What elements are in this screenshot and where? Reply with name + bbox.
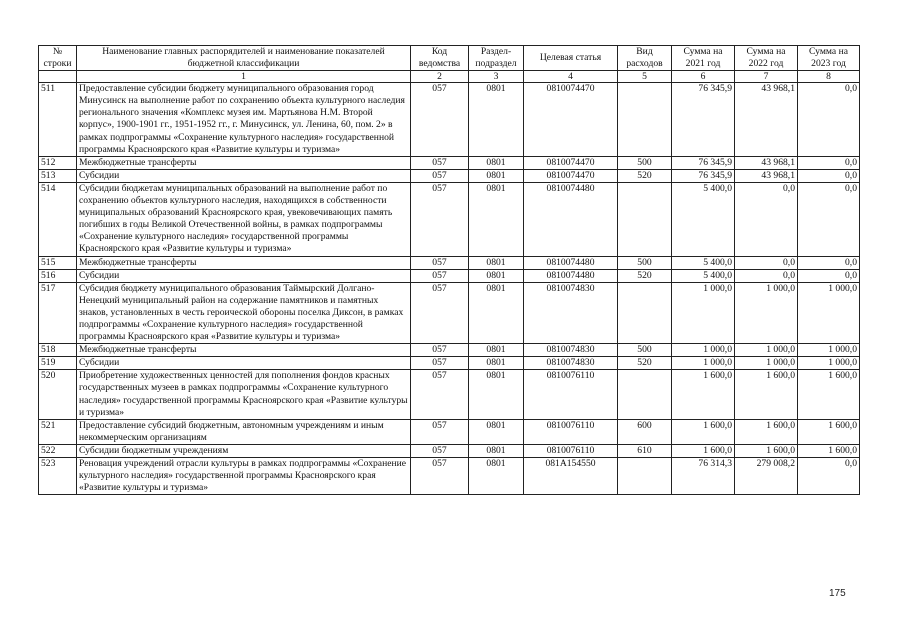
row-expense-type [618,182,672,256]
row-sum-2021: 5 400,0 [672,269,735,282]
row-target-item: 081A154550 [524,458,618,495]
row-sum-2022: 43 968,1 [735,83,798,157]
row-sum-2021: 76 314,3 [672,458,735,495]
row-section: 0801 [469,169,524,182]
column-number: 8 [798,71,860,83]
row-sum-2021: 76 345,9 [672,83,735,157]
row-target-item: 0810074470 [524,169,618,182]
header-sum-2022: Сумма на 2022 год [735,46,798,71]
row-expense-type [618,282,672,343]
row-expense-type: 500 [618,256,672,269]
row-section: 0801 [469,458,524,495]
row-sum-2023: 1 000,0 [798,282,860,343]
row-number: 521 [39,419,77,444]
row-section: 0801 [469,256,524,269]
header-section: Раздел-подраздел [469,46,524,71]
table-row [39,444,860,457]
row-number: 516 [39,269,77,282]
row-name: Субсидии [77,269,411,282]
row-name: Субсидии бюджетным учреждениям [77,444,411,457]
row-expense-type: 520 [618,169,672,182]
table-row [39,256,860,269]
row-section: 0801 [469,370,524,419]
row-department-code: 057 [411,182,469,256]
header-row-number: № строки [39,46,77,71]
row-number: 512 [39,156,77,169]
row-target-item: 0810076110 [524,419,618,444]
row-name: Субсидия бюджету муниципального образования Таймырский Долгано-Ненецкий муниципальный район на содержание памятников и памятных знаков, установленных в честь героической обороны поселка Диксон, в рамках подпрограммы «Сохранение культурного наследия» государственной программы Красноярского края «Развитие культуры и туризма» [77,282,411,343]
row-sum-2021: 1 000,0 [672,282,735,343]
table-body [39,83,860,495]
row-sum-2021: 1 600,0 [672,370,735,419]
table-row [39,357,860,370]
row-number: 515 [39,256,77,269]
row-expense-type: 500 [618,156,672,169]
header-target-item: Целевая статья [524,46,618,71]
row-sum-2022: 0,0 [735,256,798,269]
row-sum-2023: 1 000,0 [798,344,860,357]
column-number [39,71,77,83]
row-sum-2022: 43 968,1 [735,169,798,182]
row-department-code: 057 [411,269,469,282]
row-department-code: 057 [411,156,469,169]
column-number: 7 [735,71,798,83]
row-sum-2021: 5 400,0 [672,256,735,269]
row-sum-2023: 1 600,0 [798,370,860,419]
row-department-code: 057 [411,83,469,157]
table-row [39,419,860,444]
table-header [39,46,860,83]
row-target-item: 0810076110 [524,370,618,419]
row-name: Межбюджетные трансферты [77,256,411,269]
row-sum-2022: 43 968,1 [735,156,798,169]
row-sum-2021: 76 345,9 [672,169,735,182]
row-expense-type [618,458,672,495]
row-sum-2021: 1 000,0 [672,344,735,357]
row-sum-2023: 0,0 [798,83,860,157]
row-name: Предоставление субсидии бюджету муниципального образования город Минусинск на выполнение работ по сохранению объекта культурного наследия регионального значения «Комплекс музея им. Мартьянова Н.М. Второй корпус», 1900-1901 гг., 1951-1952 гг., г. Минусинск, ул. Ленина, 60, пом. 2» в рамках подпрограммы «Сохранение культурного наследия» государственной программы Красноярского края «Развитие культуры и туризма» [77,83,411,157]
row-target-item: 0810074830 [524,357,618,370]
row-section: 0801 [469,282,524,343]
row-expense-type: 500 [618,344,672,357]
column-number: 4 [524,71,618,83]
row-section: 0801 [469,182,524,256]
row-department-code: 057 [411,344,469,357]
row-target-item: 0810074470 [524,156,618,169]
row-sum-2023: 0,0 [798,182,860,256]
row-sum-2021: 76 345,9 [672,156,735,169]
row-expense-type: 520 [618,357,672,370]
row-number: 514 [39,182,77,256]
budget-table [38,45,860,495]
row-number: 518 [39,344,77,357]
row-section: 0801 [469,444,524,457]
row-department-code: 057 [411,444,469,457]
row-name: Субсидии [77,169,411,182]
header-sum-2023: Сумма на 2023 год [798,46,860,71]
row-sum-2022: 279 008,2 [735,458,798,495]
row-number: 522 [39,444,77,457]
row-number: 517 [39,282,77,343]
row-number: 511 [39,83,77,157]
row-department-code: 057 [411,419,469,444]
row-sum-2022: 1 000,0 [735,282,798,343]
header-sum-2021: Сумма на 2021 год [672,46,735,71]
row-sum-2022: 1 600,0 [735,444,798,457]
row-expense-type: 600 [618,419,672,444]
header-department-code: Код ведомства [411,46,469,71]
row-sum-2022: 0,0 [735,182,798,256]
row-sum-2021: 1 000,0 [672,357,735,370]
column-number-row [39,71,860,83]
row-sum-2022: 1 600,0 [735,419,798,444]
row-sum-2022: 1 000,0 [735,357,798,370]
table-row [39,282,860,343]
row-sum-2023: 0,0 [798,256,860,269]
row-target-item: 0810076110 [524,444,618,457]
row-sum-2022: 1 600,0 [735,370,798,419]
row-department-code: 057 [411,458,469,495]
row-target-item: 0810074480 [524,256,618,269]
row-expense-type [618,83,672,157]
table-row [39,458,860,495]
table-row [39,156,860,169]
row-target-item: 0810074830 [524,344,618,357]
row-department-code: 057 [411,169,469,182]
table-row [39,169,860,182]
document-page [38,45,859,495]
row-name: Реновация учреждений отрасли культуры в рамках подпрограммы «Сохранение культурного наследия» государственной программы Красноярского края «Развитие культуры и туризма» [77,458,411,495]
row-section: 0801 [469,269,524,282]
row-department-code: 057 [411,357,469,370]
column-number: 6 [672,71,735,83]
row-name: Субсидии бюджетам муниципальных образований на выполнение работ по сохранению объектов культурного наследия, находящихся в собственности муниципальных образований Красноярского края, увековечивающих память погибших в годы Великой Отечественной войны, в рамках подпрограммы «Сохранение культурного наследия» государственной программы Красноярского края «Развитие культуры и туризма» [77,182,411,256]
row-department-code: 057 [411,370,469,419]
row-department-code: 057 [411,282,469,343]
row-number: 523 [39,458,77,495]
row-expense-type [618,370,672,419]
table-row [39,269,860,282]
row-sum-2021: 1 600,0 [672,419,735,444]
row-section: 0801 [469,344,524,357]
row-sum-2022: 0,0 [735,269,798,282]
row-number: 519 [39,357,77,370]
row-target-item: 0810074830 [524,282,618,343]
row-sum-2023: 0,0 [798,169,860,182]
row-sum-2023: 0,0 [798,269,860,282]
table-row [39,344,860,357]
page-number: 175 [829,588,846,599]
column-number: 1 [77,71,411,83]
row-name: Приобретение художественных ценностей для пополнения фондов красных государственных музеев в рамках подпрограммы «Сохранение культурного наследия» государственной программы Красноярского края «Развитие культуры и туризма» [77,370,411,419]
row-number: 513 [39,169,77,182]
row-expense-type: 520 [618,269,672,282]
row-section: 0801 [469,419,524,444]
row-sum-2023: 0,0 [798,156,860,169]
row-name: Межбюджетные трансферты [77,156,411,169]
table-row [39,370,860,419]
row-expense-type: 610 [618,444,672,457]
row-sum-2023: 1 600,0 [798,419,860,444]
row-sum-2021: 5 400,0 [672,182,735,256]
row-sum-2023: 0,0 [798,458,860,495]
row-department-code: 057 [411,256,469,269]
row-section: 0801 [469,83,524,157]
column-number: 5 [618,71,672,83]
row-sum-2022: 1 000,0 [735,344,798,357]
column-number: 2 [411,71,469,83]
row-number: 520 [39,370,77,419]
row-name: Межбюджетные трансферты [77,344,411,357]
row-name: Субсидии [77,357,411,370]
header-expense-type: Вид расходов [618,46,672,71]
row-target-item: 0810074480 [524,269,618,282]
row-target-item: 0810074470 [524,83,618,157]
row-section: 0801 [469,357,524,370]
row-target-item: 0810074480 [524,182,618,256]
row-sum-2023: 1 000,0 [798,357,860,370]
row-sum-2021: 1 600,0 [672,444,735,457]
header-name: Наименование главных распорядителей и наименование показателей бюджетной классификации [77,46,411,71]
row-sum-2023: 1 600,0 [798,444,860,457]
table-row [39,83,860,157]
row-name: Предоставление субсидий бюджетным, автономным учреждениям и иным некоммерческим организациям [77,419,411,444]
table-row [39,182,860,256]
column-number: 3 [469,71,524,83]
row-section: 0801 [469,156,524,169]
